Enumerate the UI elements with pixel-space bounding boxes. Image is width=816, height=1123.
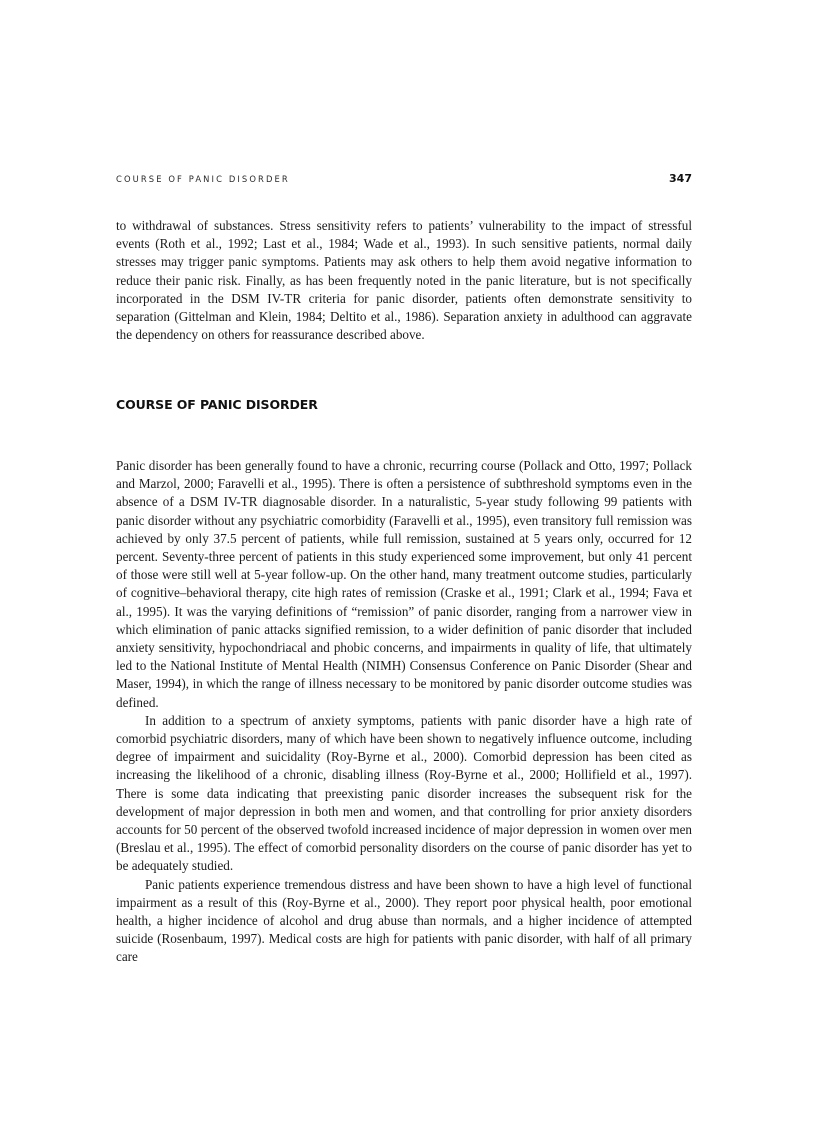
continued-paragraph bbox=[116, 217, 692, 344]
paragraph: to withdrawal of substances. Stress sensitivity refers to patients’ vulnerability to the impact of stressful events (Roth et al., 1992; Last et al., 1984; Wade et al., 1993). In such sensitive patients, normal daily stresses may trigger panic symptoms. Patients may ask others to help them avoid negative information to reduce their panic risk. Finally, as has been frequently noted in the panic literature, but is not specifically incorporated in the DSM IV-TR criteria for panic disorder, patients often demonstrate sensitivity to separation (Gittelman and Klein, 1984; Deltito et al., 1986). Separation anxiety in adulthood can aggravate the dependency on others for reassurance described above. bbox=[116, 218, 692, 343]
running-head-title: COURSE OF PANIC DISORDER bbox=[116, 174, 290, 184]
section-heading: COURSE OF PANIC DISORDER bbox=[116, 397, 318, 412]
paragraph: Panic disorder has been generally found to have a chronic, recurring course (Pollack and Otto, 1997; Pollack and Marzol, 2000; Faravelli et al., 1995). There is often a persistence of subthreshold symptoms even in the absence of a DSM IV-TR diagnosable disorder. In a naturalistic, 5-year study following 99 patients with panic disorder without any psychiatric comorbidity (Faravelli et al., 1995), even transitory full remission was achieved by only 37.5 percent of patients, while full remission, sustained at 5 years only, occurred for 12 percent. Seventy-three percent of patients in this study experienced some improvement, but only 41 percent of those were still well at 5-year follow-up. On the other hand, many treatment outcome studies, particularly of cognitive–behavioral therapy, cite high rates of remission (Craske et al., 1991; Clark et al., 1994; Fava et al., 1995). It was the varying definitions of “remission” of panic disorder, ranging from a narrower view in which elimination of panic attacks signified remission, to a wider definition of panic disorder that included anxiety sensitivity, hypochondriacal and phobic concerns, and impairments in quality of life, that ultimately led to the National Institute of Mental Health (NIMH) Consensus Conference on Panic Disorder (Shear and Maser, 1994), in which the range of illness necessary to be monitored by panic disorder outcome studies was defined. bbox=[116, 458, 692, 710]
section-body bbox=[116, 457, 692, 967]
paragraph: In addition to a spectrum of anxiety symptoms, patients with panic disorder have a high rate of comorbid psychiatric disorders, many of which have been shown to negatively influence outcome, including degree of impairment and suicidality (Roy-Byrne et al., 2000). Comorbid depression has been cited as increasing the likelihood of a chronic, disabling illness (Roy-Byrne et al., 2000; Hollifield et al., 1997). There is some data indicating that preexisting panic disorder increases the subsequent risk for the development of major depression in both men and women, and that controlling for prior anxiety disorders accounts for 50 percent of the observed twofold increased incidence of major depression in women over men (Breslau et al., 1995). The effect of comorbid personality disorders on the course of panic disorder has yet to be adequately studied. bbox=[116, 712, 692, 874]
page-number: 347 bbox=[669, 172, 692, 185]
running-head bbox=[116, 174, 692, 188]
paragraph: Panic patients experience tremendous distress and have been shown to have a high level of functional impairment as a result of this (Roy-Byrne et al., 2000). They report poor physical health, poor emotional health, a higher incidence of alcohol and drug abuse than normals, and a higher incidence of attempted suicide (Rosenbaum, 1997). Medical costs are high for patients with panic disorder, with half of all primary care bbox=[116, 876, 692, 965]
